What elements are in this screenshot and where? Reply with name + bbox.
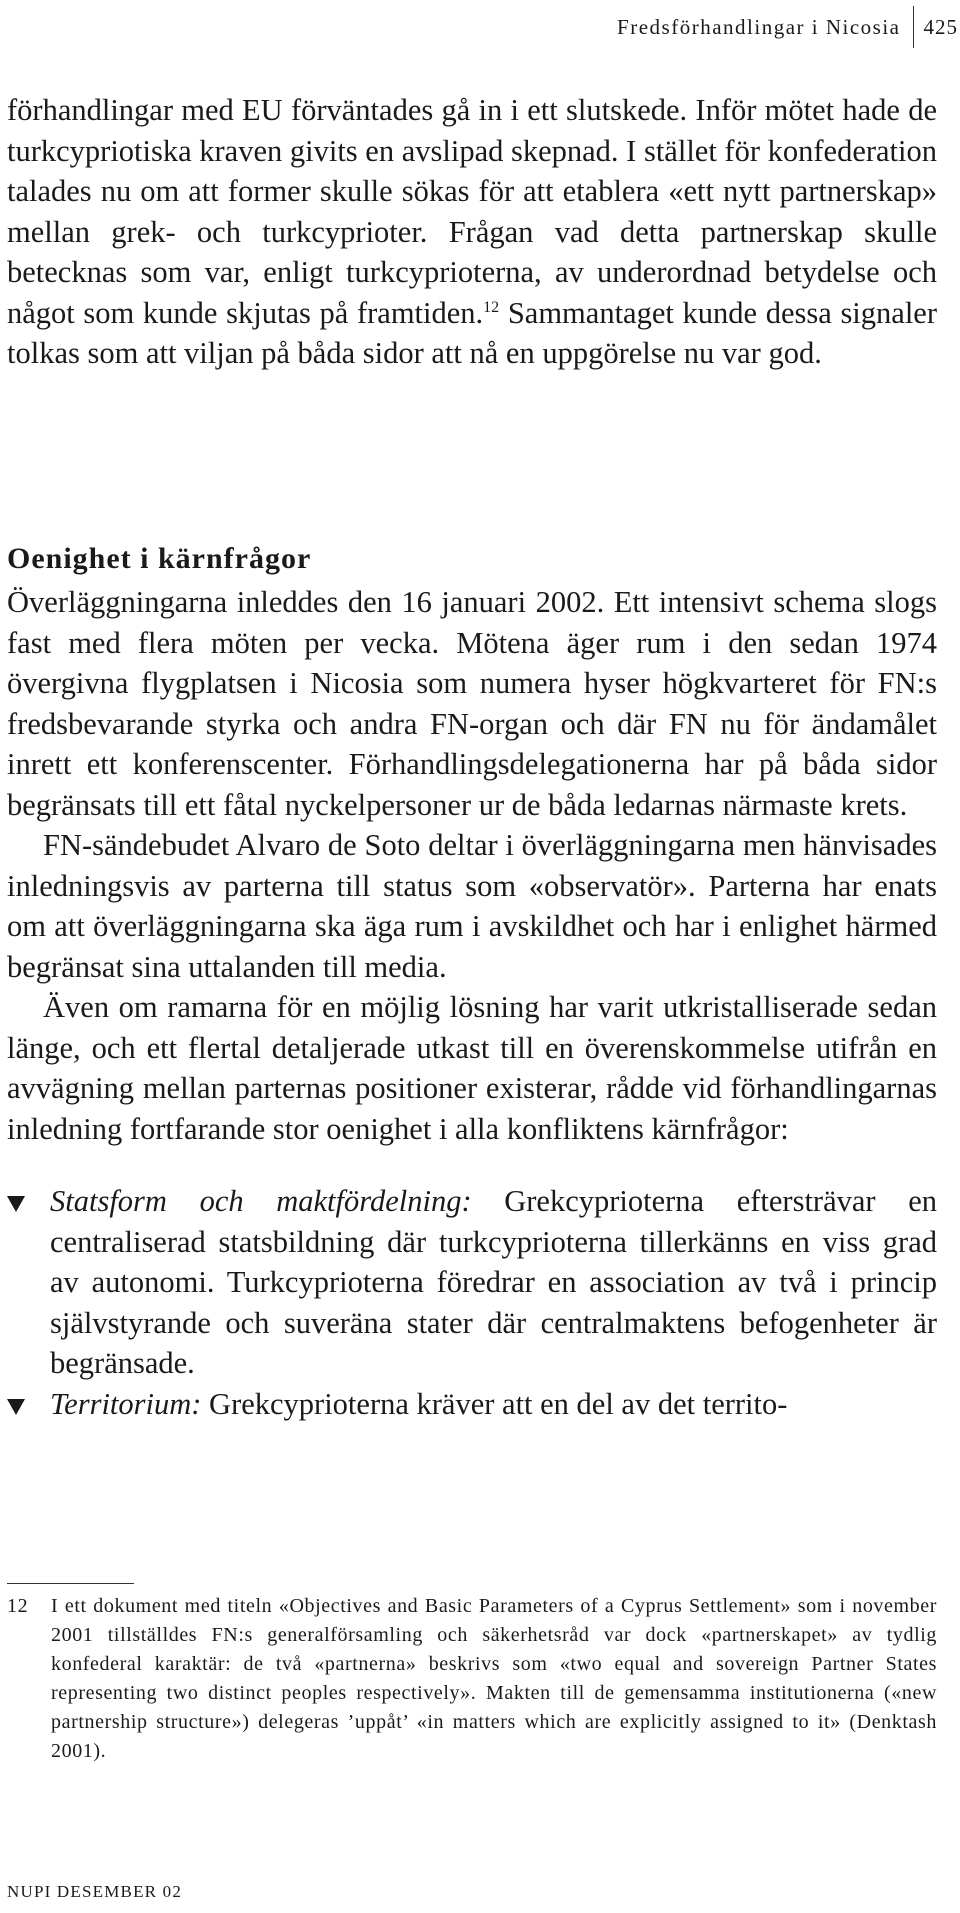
section-paragraph-2: FN-sändebudet Alvaro de Soto deltar i överläggningarna men hänvisades inledningsvis av parterna till status som «observatör». Parterna har enats om att överläggningarna ska äga rum i avskildhet och har i enlighet härmed begränsat sina uttalanden till media.: [7, 828, 937, 984]
page-number: 425: [923, 14, 958, 39]
bullet-text: Grekcyprioterna eftersträvar en centraliserad statsbildning där turkcyprioterna tillerkänns en viss grad av autonomi. Turkcyprioterna föredrar en association av två i princip självstyrande och suveräna stater där centralmaktens befogenheter är begränsade.: [50, 1184, 937, 1380]
footnote-reference[interactable]: 12: [483, 298, 500, 316]
intro-text-after-note: Sammantaget kunde dessa signaler tolkas som att viljan på båda sidor att nå en uppgörelse nu var god.: [7, 295, 937, 370]
intro-paragraph: [7, 90, 937, 374]
intro-block: [7, 90, 937, 374]
footnote-number: 12: [7, 1595, 29, 1617]
bullet-term: Territorium:: [50, 1386, 202, 1421]
section-paragraph-1: Överläggningarna inleddes den 16 januari 2002. Ett intensivt schema slogs fast med flera möten per vecka. Mötena äger rum i den sedan 1974 övergivna flygplatsen i Nicosia som numera hyser högkvarteret för FN:s fredsbevarande styrka och andra FN-organ och där FN nu för ändamålet inrett ett konferenscenter. Förhandlingsdelegationerna har på båda sidor begränsats till ett fåtal nyckelpersoner ur de båda ledarnas närmaste krets.: [7, 585, 937, 822]
bullet-item-territorium: [7, 1384, 937, 1425]
footnote-text: I ett dokument med titeln «Objectives and Basic Parameters of a Cyprus Settlement» som i november 2001 tillställdes FN:s generalförsamling och säkerhetsråd var dock «partnerskapet» av tydlig konfederal karaktär: de två «partnerna» beskrivs som «two equal and sovereign Partner States representing two distinct peoples respectively». Makten till de gemensamma institutionerna («new partnership structure») delegeras ’uppåt’ «in matters which are explicitly assigned to it» (Denktash 2001).: [51, 1595, 937, 1762]
page-footer: NUPI DESEMBER 02: [7, 1882, 183, 1901]
footnote-12: [7, 1592, 937, 1766]
footnote-divider: [7, 1583, 134, 1584]
bullet-text: Grekcyprioterna kräver att en del av det territo-: [201, 1386, 788, 1421]
triangle-bullet-icon: [7, 1399, 25, 1415]
triangle-bullet-icon: [7, 1196, 25, 1212]
running-head: [617, 6, 960, 48]
running-head-title: Fredsförhandlingar i Nicosia: [617, 14, 901, 39]
intro-text-before-note: förhandlingar med EU förväntades gå in i ett slutskede. Inför mötet hade de turkcypriotiska kraven givits en avslipad skepnad. I stället för konfederation talades nu om att former skulle sökas för att etablera «ett nytt partnerskap» mellan grek- och turkcyprioter. Frågan vad detta partnerskap skulle betecknas som var, enligt turkcyprioterna, av underordnad betydelse och något som kunde skjutas på framtiden.: [7, 93, 937, 330]
running-head-divider: [913, 6, 914, 48]
bullet-list: [7, 1181, 937, 1424]
bullet-term: Statsform och maktfördelning:: [50, 1184, 472, 1218]
section-paragraph-3: Även om ramarna för en möjlig lösning har varit utkristalliserade sedan länge, och ett flertal detaljerade utkast till en överenskommelse utifrån en avvägning mellan parternas positioner existerar, rådde vid förhandlingarnas inledning fortfarande stor oenighet i alla konfliktens kärnfrågor:: [7, 990, 937, 1146]
section-oenighet: [7, 539, 937, 1424]
section-heading: Oenighet i kärnfrågor: [7, 542, 312, 575]
bullet-item-statsform: [7, 1181, 937, 1384]
